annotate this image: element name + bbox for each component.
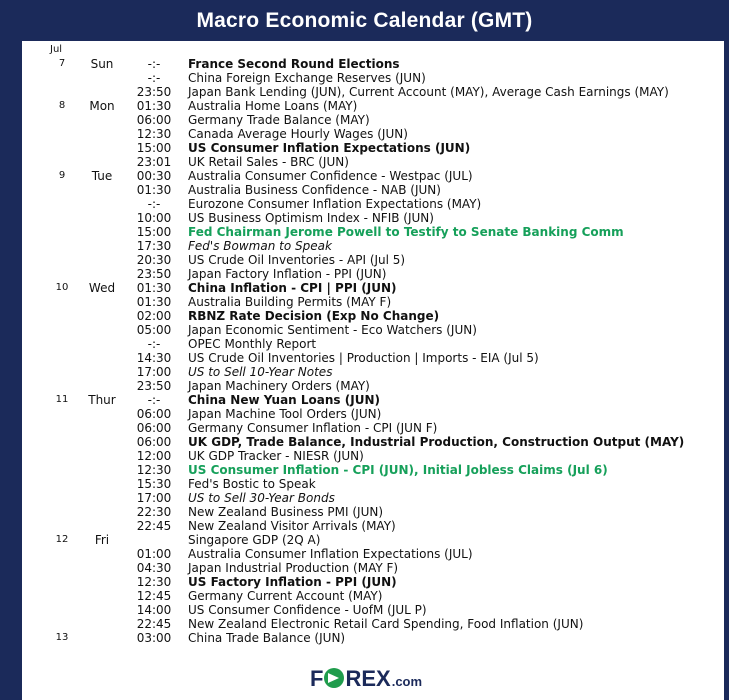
calendar-row [22,589,724,603]
calendar-row [22,351,724,365]
time-cell: 20:30 [136,253,172,267]
date-cell: 8 [58,100,66,111]
calendar-row [22,337,724,351]
event-cell: Australia Home Loans (MAY) [188,99,358,113]
time-cell: 12:45 [136,589,172,603]
calendar-row [22,533,724,547]
event-cell: Germany Consumer Inflation - CPI (JUN F) [188,421,438,435]
date-cell: 12 [55,534,69,545]
day-cell: Thur [88,393,116,407]
time-cell: 06:00 [136,421,172,435]
time-cell: 23:50 [136,379,172,393]
calendar-row [22,239,724,253]
calendar-row [22,211,724,225]
day-cell: Fri [94,533,110,547]
calendar-row [22,379,724,393]
calendar-row [22,463,724,477]
time-cell: 15:00 [136,141,172,155]
time-cell: 17:30 [136,239,172,253]
time-cell: 06:00 [136,113,172,127]
event-cell: Canada Average Hourly Wages (JUN) [188,127,408,141]
time-cell: 00:30 [136,169,172,183]
day-cell: Mon [89,99,115,113]
date-cell: 10 [55,282,69,293]
right-border [724,41,729,700]
calendar-row [22,85,724,99]
event-cell: China Foreign Exchange Reserves (JUN) [188,71,426,85]
logo-letters-rex: REX [345,666,391,691]
time-cell: 06:00 [136,435,172,449]
calendar-row [22,155,724,169]
time-cell: 03:00 [136,631,172,645]
calendar-row [22,393,724,407]
event-cell: Eurozone Consumer Inflation Expectations (MAY) [188,197,482,211]
time-cell: -:- [147,197,161,211]
event-cell: US to Sell 10-Year Notes [188,365,333,379]
page-title: Macro Economic Calendar (GMT) [196,8,533,32]
day-cell: Sun [90,57,114,71]
time-cell: -:- [147,71,161,85]
calendar-row [22,631,724,645]
event-cell: US Crude Oil Inventories - API (Jul 5) [188,253,406,267]
event-cell: Japan Machinery Orders (MAY) [188,379,370,393]
calendar-row [22,141,724,155]
forex-logo [310,666,422,692]
event-cell: US Consumer Inflation - CPI (JUN), Initial Jobless Claims (Jul 6) [188,463,608,477]
time-cell: 06:00 [136,407,172,421]
time-cell: 23:50 [136,267,172,281]
event-cell: Fed Chairman Jerome Powell to Testify to Senate Banking Comm [188,225,624,239]
event-cell: Fed's Bowman to Speak [188,239,332,253]
calendar-row [22,99,724,113]
time-cell: 10:00 [136,211,172,225]
calendar-row [22,435,724,449]
calendar-row [22,421,724,435]
logo-suffix: .com [391,674,423,689]
time-cell: 22:30 [136,505,172,519]
event-cell: Japan Machine Tool Orders (JUN) [188,407,382,421]
time-cell: -:- [147,393,161,407]
time-cell: 01:30 [136,183,172,197]
calendar-row [22,57,724,71]
date-cell: 11 [55,394,69,405]
calendar-row [22,197,724,211]
event-cell: New Zealand Electronic Retail Card Spending, Food Inflation (JUN) [188,617,584,631]
event-cell: Australia Business Confidence - NAB (JUN) [188,183,441,197]
time-cell: 23:01 [136,155,172,169]
event-cell: Germany Current Account (MAY) [188,589,383,603]
event-cell: Japan Economic Sentiment - Eco Watchers (JUN) [188,323,477,337]
calendar-row [22,407,724,421]
play-icon [324,668,344,688]
event-cell: Australia Consumer Inflation Expectations (JUL) [188,547,473,561]
time-cell: -:- [147,57,161,71]
day-cell: Tue [91,169,113,183]
time-cell: 17:00 [136,491,172,505]
event-cell: New Zealand Visitor Arrivals (MAY) [188,519,396,533]
time-cell: 01:30 [136,99,172,113]
calendar-row [22,295,724,309]
calendar-row [22,267,724,281]
time-cell: 14:30 [136,351,172,365]
calendar-row [22,253,724,267]
time-cell: 15:00 [136,225,172,239]
event-cell: UK GDP, Trade Balance, Industrial Production, Construction Output (MAY) [188,435,685,449]
event-cell: US Factory Inflation - PPI (JUN) [188,575,397,589]
date-cell: 7 [58,58,66,69]
date-cell: 9 [58,170,66,181]
calendar-row [22,617,724,631]
calendar-row [22,519,724,533]
calendar-row [22,547,724,561]
calendar-row [22,603,724,617]
time-cell: 12:30 [136,127,172,141]
event-cell: OPEC Monthly Report [188,337,317,351]
event-cell: UK GDP Tracker - NIESR (JUN) [188,449,364,463]
event-cell: China Inflation - CPI | PPI (JUN) [188,281,397,295]
calendar-row [22,113,724,127]
time-cell: 12:00 [136,449,172,463]
event-cell: US to Sell 30-Year Bonds [188,491,335,505]
calendar-row [22,505,724,519]
event-cell: Australia Building Permits (MAY F) [188,295,392,309]
calendar-row [22,323,724,337]
day-cell: Wed [88,281,116,295]
time-cell: 01:30 [136,295,172,309]
time-cell: 22:45 [136,617,172,631]
event-cell: New Zealand Business PMI (JUN) [188,505,384,519]
header-bar [0,0,729,41]
event-cell: US Business Optimism Index - NFIB (JUN) [188,211,434,225]
event-cell: Japan Industrial Production (MAY F) [188,561,399,575]
event-cell: Australia Consumer Confidence - Westpac (JUL) [188,169,473,183]
event-cell: Japan Bank Lending (JUN), Current Account (MAY), Average Cash Earnings (MAY) [188,85,669,99]
event-cell: RBNZ Rate Decision (Exp No Change) [188,309,440,323]
calendar-row [22,575,724,589]
time-cell: 05:00 [136,323,172,337]
calendar-row [22,281,724,295]
logo-letter-f: F [310,666,324,691]
calendar-row [22,365,724,379]
event-cell: Fed's Bostic to Speak [188,477,316,491]
event-cell: US Consumer Confidence - UofM (JUL P) [188,603,427,617]
time-cell: 22:45 [136,519,172,533]
time-cell: 14:00 [136,603,172,617]
time-cell: 12:30 [136,575,172,589]
time-cell: 02:00 [136,309,172,323]
event-cell: Singapore GDP (2Q A) [188,533,321,547]
month-label: Jul [50,44,63,55]
time-cell: 04:30 [136,561,172,575]
time-cell: 01:30 [136,281,172,295]
event-cell: US Consumer Inflation Expectations (JUN) [188,141,471,155]
calendar-row [22,561,724,575]
event-cell: UK Retail Sales - BRC (JUN) [188,155,349,169]
left-border [0,41,22,700]
event-cell: Japan Factory Inflation - PPI (JUN) [188,267,387,281]
calendar-row [22,169,724,183]
time-cell: 17:00 [136,365,172,379]
time-cell: 15:30 [136,477,172,491]
calendar-row [22,225,724,239]
time-cell: 23:50 [136,85,172,99]
calendar-row [22,183,724,197]
calendar-row [22,127,724,141]
calendar-rows [22,57,724,645]
calendar-row [22,309,724,323]
calendar-row [22,71,724,85]
date-cell: 13 [55,632,69,643]
event-cell: France Second Round Elections [188,57,400,71]
time-cell: 12:30 [136,463,172,477]
event-cell: US Crude Oil Inventories | Production | Imports - EIA (Jul 5) [188,351,539,365]
time-cell: -:- [147,337,161,351]
event-cell: Germany Trade Balance (MAY) [188,113,370,127]
event-cell: China New Yuan Loans (JUN) [188,393,380,407]
event-cell: China Trade Balance (JUN) [188,631,346,645]
calendar-row [22,449,724,463]
time-cell: 01:00 [136,547,172,561]
calendar-row [22,477,724,491]
calendar-row [22,491,724,505]
